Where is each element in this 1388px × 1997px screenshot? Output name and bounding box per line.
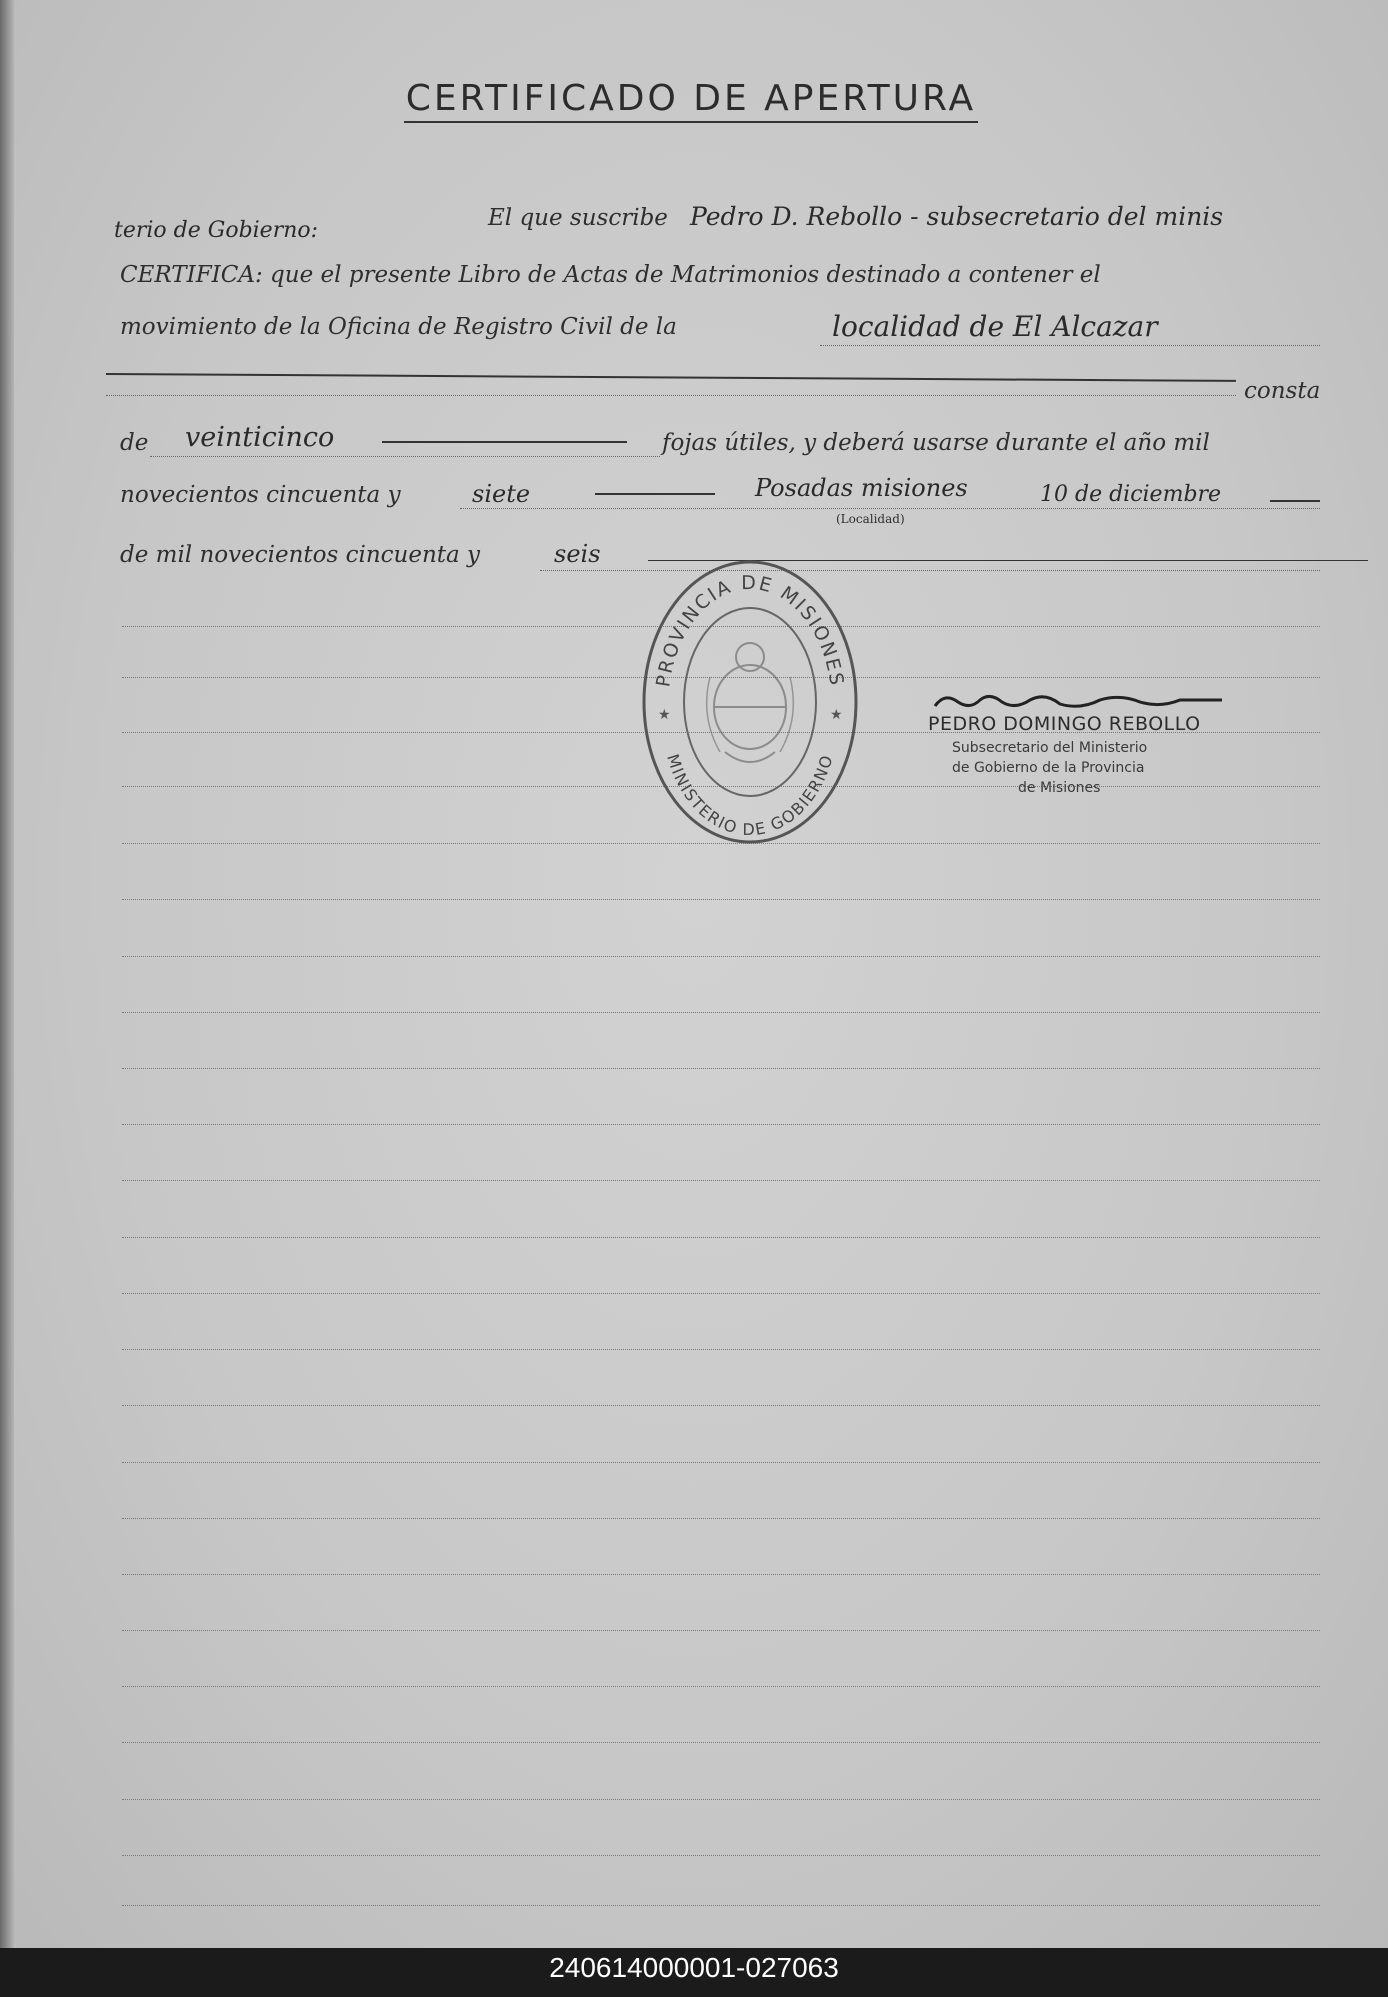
line6-end-dash — [1270, 500, 1320, 502]
signatory-name: PEDRO DOMINGO REBOLLO — [928, 713, 1201, 735]
ruled-line — [122, 1518, 1320, 1519]
scan-id-footer: 240614000001-027063 — [549, 1952, 839, 1983]
ruled-line — [122, 1462, 1320, 1463]
coat-of-arms-icon — [707, 643, 794, 762]
line2-handwriting: terio de Gobierno: — [114, 218, 319, 243]
line6-dots — [460, 508, 1320, 509]
seal-top-text: PROVINCIA DE MISIONES — [652, 571, 848, 689]
ruled-line — [122, 1799, 1320, 1800]
line5-text: fojas útiles, y deberá usarse durante el año mil — [662, 430, 1210, 456]
line1-handwriting: Pedro D. Rebollo - subsecretario del minis — [690, 202, 1224, 231]
ruled-line — [122, 1686, 1320, 1687]
ruled-line — [122, 899, 1320, 900]
line3-dots — [820, 345, 1320, 346]
line3-handwriting: localidad de El Alcazar — [832, 310, 1158, 343]
line5-dots — [150, 456, 660, 457]
line6-caption: (Localidad) — [836, 512, 905, 526]
line4-text: consta — [1244, 378, 1321, 404]
ruled-line — [122, 1068, 1320, 1069]
page-edge-shadow — [0, 0, 14, 1948]
line1-prefix: El que suscribe — [488, 205, 668, 231]
official-seal — [640, 557, 860, 847]
ruled-line — [122, 1630, 1320, 1631]
line3-text: movimiento de la Oficina de Registro Civil de la — [120, 314, 677, 340]
ruled-line — [122, 1293, 1320, 1294]
ruled-line — [122, 1405, 1320, 1406]
ruled-line — [122, 1905, 1320, 1906]
line4-rule — [106, 373, 1236, 382]
ruled-line — [122, 1742, 1320, 1743]
line7-handwriting: seis — [554, 540, 601, 568]
ruled-line — [122, 1574, 1320, 1575]
ruled-line — [122, 1012, 1320, 1013]
ruled-line — [122, 1124, 1320, 1125]
ruled-line — [122, 1180, 1320, 1181]
line6-handwriting-date: 10 de diciembre — [1040, 482, 1222, 507]
signatory-title-line2: de Gobierno de la Provincia — [952, 760, 1145, 776]
line6-handwriting-year: siete — [472, 480, 531, 508]
ruled-line — [122, 956, 1320, 957]
line5-dash — [382, 441, 627, 443]
line7-prefix: de mil novecientos cincuenta y — [120, 542, 481, 568]
line4-dots — [106, 395, 1236, 396]
signatory-title-line1: Subsecretario del Ministerio — [952, 740, 1148, 756]
line6-prefix: novecientos cincuenta y — [120, 482, 401, 508]
line6-dash — [595, 493, 715, 495]
ruled-line — [122, 1855, 1320, 1856]
svg-text:★: ★ — [658, 707, 671, 723]
ruled-line — [122, 1349, 1320, 1350]
svg-text:★: ★ — [830, 707, 843, 723]
signatory-title-line3: de Misiones — [1018, 780, 1101, 796]
seal-bottom-text: MINISTERIO DE GOBIERNO — [662, 751, 837, 840]
line5-handwriting: veinticinco — [185, 422, 335, 453]
line6-handwriting-place: Posadas misiones — [755, 474, 968, 502]
ruled-line — [122, 1237, 1320, 1238]
line2-text: CERTIFICA: que el presente Libro de Actas de Matrimonios destinado a contener el — [120, 262, 1101, 288]
line5-prefix: de — [120, 430, 149, 456]
document-title: CERTIFICADO DE APERTURA — [0, 78, 1388, 123]
